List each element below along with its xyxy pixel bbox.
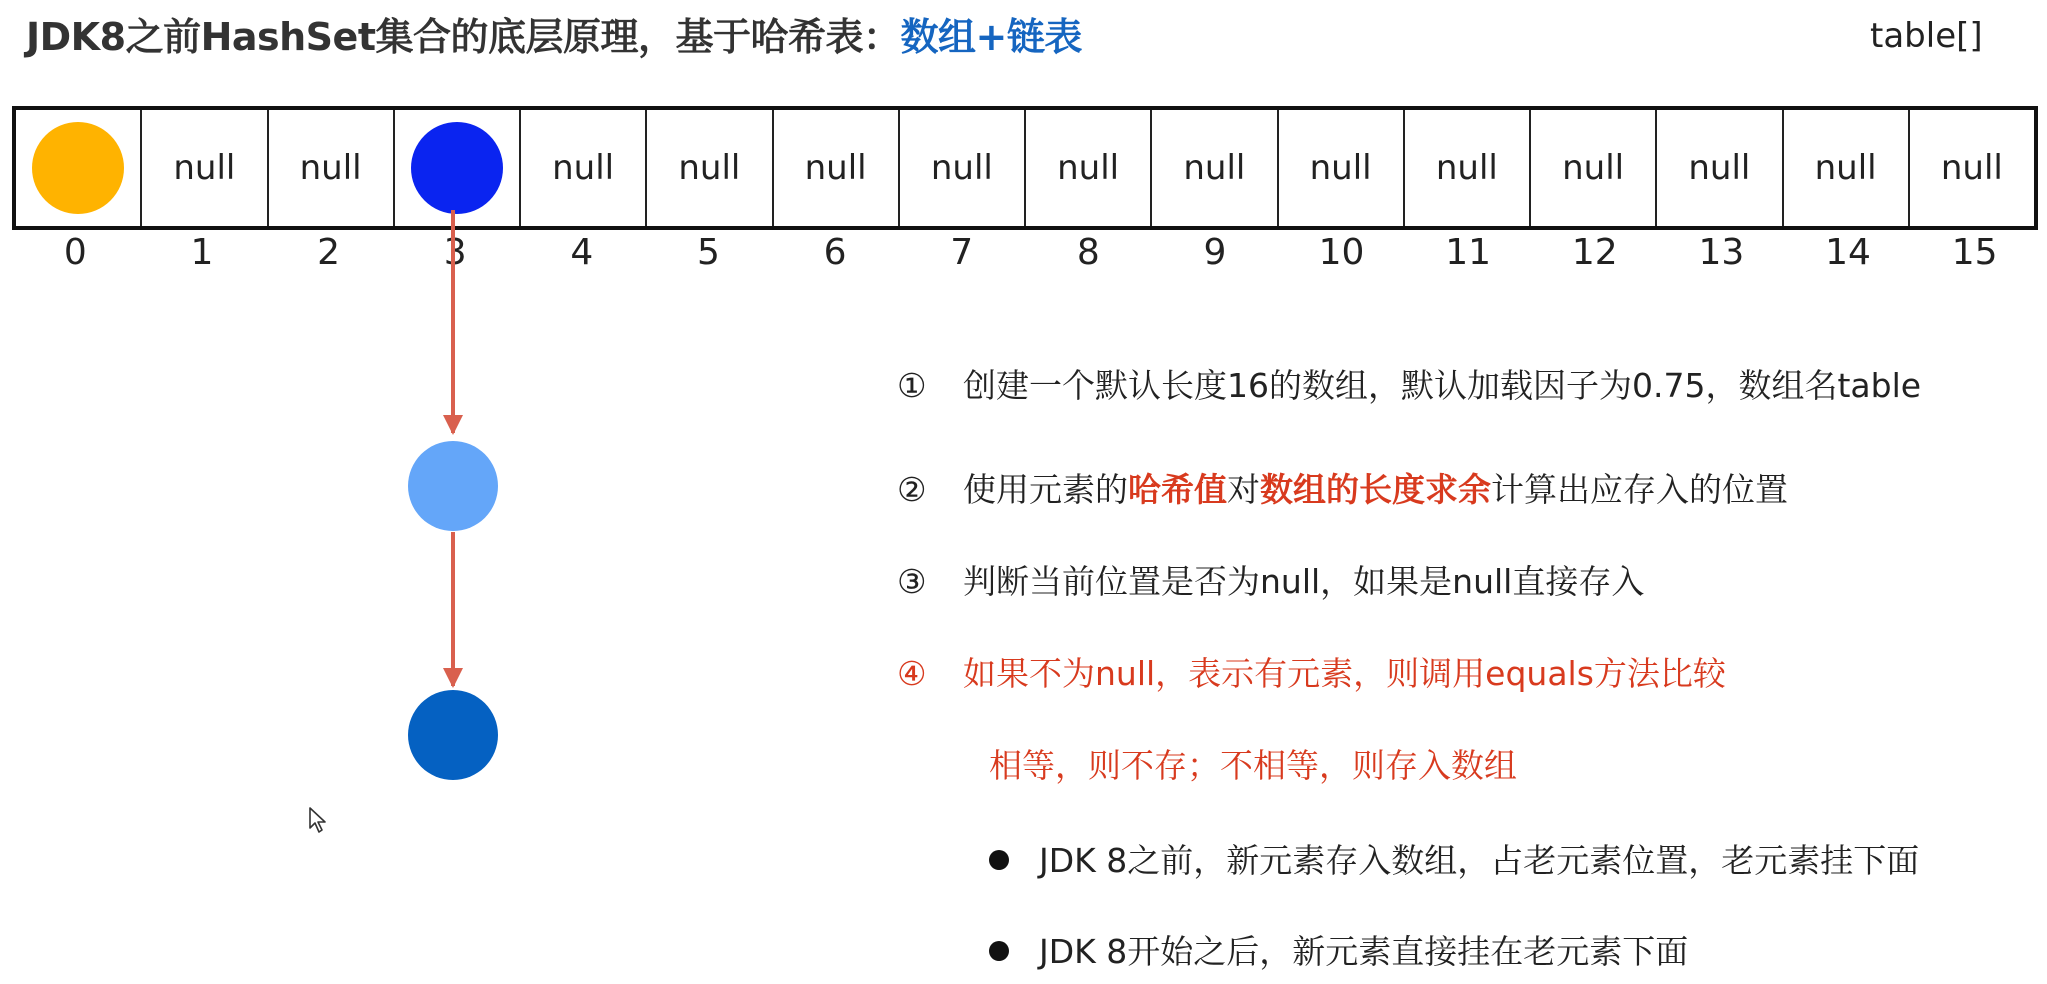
- array-index: 4: [570, 232, 594, 273]
- bullet-icon: [989, 941, 1009, 961]
- hash-array: [12, 106, 2038, 230]
- array-cell-5: null: [647, 110, 773, 226]
- array-cell-6: null: [774, 110, 900, 226]
- array-cell-12: null: [1531, 110, 1657, 226]
- title-text: JDK8之前HashSet集合的底层原理，基于哈希表：: [26, 15, 901, 59]
- array-cell-4: null: [521, 110, 647, 226]
- chain-node-light-blue: [408, 441, 498, 531]
- chain-node-dark-blue: [408, 690, 498, 780]
- step-emphasis: 数组的长度求余: [1260, 470, 1491, 509]
- step-2: [897, 464, 1788, 511]
- bullet-text: JDK 8开始之后，新元素直接挂在老元素下面: [1039, 932, 1689, 971]
- array-index: 8: [1076, 232, 1100, 273]
- bullet-text: JDK 8之前，新元素存入数组，占老元素位置，老元素挂下面: [1039, 841, 1920, 880]
- step-text: 对: [1227, 470, 1260, 509]
- step-3: [897, 556, 1644, 603]
- array-cell-2: null: [269, 110, 395, 226]
- array-index: 7: [950, 232, 974, 273]
- array-index: 15: [1951, 232, 1998, 273]
- bullet-item: [989, 926, 1688, 973]
- title-highlight: 数组+链表: [900, 15, 1082, 59]
- array-index: 14: [1825, 232, 1871, 273]
- array-cell-7: null: [900, 110, 1026, 226]
- step-text: 如果不为null，表示有元素，则调用equals方法比较: [963, 654, 1726, 693]
- array-cell-11: null: [1405, 110, 1531, 226]
- array-index: 0: [63, 232, 87, 273]
- array-indices: [12, 232, 2038, 273]
- array-index: 12: [1571, 232, 1618, 273]
- array-index: 13: [1698, 232, 1745, 273]
- step-text: 创建一个默认长度16的数组，默认加载因子为0.75，数组名table: [963, 366, 1922, 405]
- step-emphasis: 哈希值: [1128, 470, 1227, 509]
- element-dot-orange: [32, 122, 124, 214]
- array-cell-1: null: [142, 110, 268, 226]
- array-index: 1: [190, 232, 214, 273]
- array-index: 9: [1203, 232, 1227, 273]
- step-number: ③: [897, 562, 927, 601]
- array-index: 5: [696, 232, 720, 273]
- step-text: 计算出应存入的位置: [1491, 470, 1788, 509]
- step-number: ②: [897, 470, 927, 509]
- step-4: [897, 648, 1726, 695]
- bullet-icon: [989, 850, 1009, 870]
- element-dot-blue: [411, 122, 503, 214]
- array-cell-8: null: [1026, 110, 1152, 226]
- page-title: [26, 6, 1082, 61]
- array-cell-15: null: [1940, 148, 2003, 188]
- step-text: 判断当前位置是否为null，如果是null直接存入: [963, 562, 1645, 601]
- step-4-subtext: 相等，则不存；不相等，则存入数组: [989, 746, 1517, 785]
- step-text: 使用元素的: [963, 470, 1128, 509]
- array-cell-10: null: [1279, 110, 1405, 226]
- array-cell-9: null: [1152, 110, 1278, 226]
- array-cell-3: [395, 110, 521, 226]
- array-index: 6: [823, 232, 847, 273]
- step-1: [897, 360, 1921, 407]
- table-label: table[]: [1870, 16, 1983, 56]
- step-number: ④: [897, 654, 927, 693]
- mouse-pointer-icon: [308, 806, 328, 834]
- array-index: 3: [443, 232, 467, 273]
- array-index: 2: [317, 232, 341, 273]
- step-number: ①: [897, 366, 927, 405]
- bullet-item: [989, 835, 1919, 882]
- array-cell-13: null: [1657, 110, 1783, 226]
- array-cell-14: null: [1784, 110, 1910, 226]
- array-cell-0: [16, 110, 142, 226]
- array-index: 11: [1445, 232, 1492, 273]
- array-index: 10: [1318, 232, 1365, 273]
